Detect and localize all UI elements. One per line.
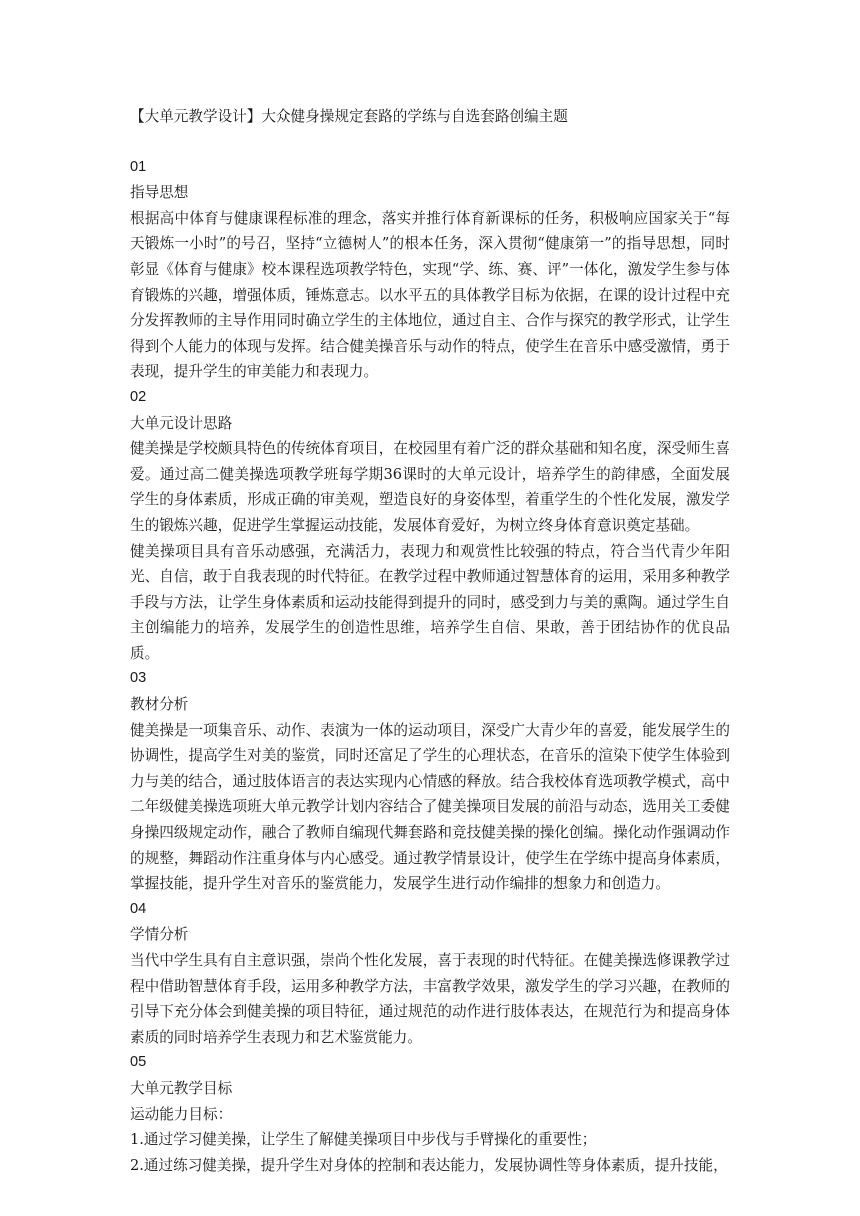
paragraph: 当代中学生具有自主意识强，崇尚个性化发展，喜于表现的时代特征。在健美操选修课教学过程中借助智慧体育手段，运用多种教学方法，丰富教学效果，激发学生的学习兴趣，在教师的引导下充分体会到健美操的项目特征，通过规范的动作进行肢体表达，在规范行为和提高身体素质的同时培养学生表现力和艺术鉴赏能力。 (130, 952, 730, 1046)
section-number: 05 (130, 1054, 147, 1071)
section-number: 04 (130, 900, 147, 917)
goals-label: 运动能力目标： (130, 1105, 233, 1123)
goal-item: 2.通过练习健美操，提升学生对身体的控制和表达能力，发展协调性等身体素质，提升技能， (130, 1156, 728, 1174)
paragraph: 健美操是学校颇具特色的传统体育项目，在校园里有着广泛的群众基础和知名度，深受师生喜爱。通过高二健美操选项教学班每学期36课时的大单元设计，培养学生的韵律感，全面发展学生的身体素质，形成正确的审美观，塑造良好的身姿体型，着重学生的个性化发展，激发学生的锻炼兴趣，促进学生掌握运动技能，发展体育爱好，为树立终身体育意识奠定基础。 (130, 440, 730, 534)
section-heading: 教材分析 (130, 696, 189, 714)
paragraph: 健美操项目具有音乐动感强，充满活力，表现力和观赏性比较强的特点，符合当代青少年阳光、自信，敢于自我表现的时代特征。在教学过程中教师通过智慧体育的运用，采用多种教学手段与方法，让学生身体素质和运动技能得到提升的同时，感受到力与美的熏陶。通过学生自主创编能力的培养，发展学生的创造性思维，培养学生自信、果敢，善于团结协作的优良品质。 (130, 542, 730, 662)
section-heading: 学情分析 (130, 926, 189, 944)
section-number: 02 (130, 388, 147, 405)
section-heading: 指导思想 (130, 184, 189, 202)
document-page (130, 104, 730, 1178)
section-heading: 大单元教学目标 (130, 1079, 233, 1097)
section-number: 01 (130, 158, 147, 175)
paragraph: 健美操是一项集音乐、动作、表演为一体的运动项目，深受广大青少年的喜爱，能发展学生的协调性，提高学生对美的鉴赏，同时还富足了学生的心理状态，在音乐的渲染下使学生体验到力与美的结合，通过肢体语言的表达实现内心情感的释放。结合我校体育选项教学模式，高中二年级健美操选项班大单元教学计划内容结合了健美操项目发展的前沿与动态，选用关工委健身操四级规定动作，融合了教师自编现代舞套路和竞技健美操的操化创编。操化动作强调动作的规整，舞蹈动作注重身体与内心感受。通过教学情景设计，使学生在学练中提高身体素质，掌握技能，提升学生对音乐的鉴赏能力，发展学生进行动作编排的想象力和创造力。 (130, 721, 730, 893)
document-title: 【大单元教学设计】大众健身操规定套路的学练与自选套路创编主题 (130, 108, 568, 125)
paragraph: 根据高中体育与健康课程标准的理念，落实并推行体育新课标的任务，积极响应国家关于“每天锻炼一小时”的号召，坚持“立德树人”的根本任务，深入贯彻“健康第一”的指导思想，同时彰显《体育与健康》校本课程选项教学特色，实现“学、练、赛、评”一体化，激发学生参与体育锻炼的兴趣，增强体质，锤炼意志。以水平五的具体教学目标为依据，在课的设计过程中充分发挥教师的主导作用同时确立学生的主体地位，通过自主、合作与探究的教学形式，让学生得到个人能力的体现与发挥。结合健美操音乐与动作的特点，使学生在音乐中感受激情，勇于表现，提升学生的审美能力和表现力。 (130, 209, 730, 381)
goal-item: 1.通过学习健美操，让学生了解健美操项目中步伐与手臂操化的重要性； (130, 1131, 597, 1149)
section-number: 03 (130, 670, 147, 687)
section-heading: 大单元设计思路 (130, 414, 233, 432)
